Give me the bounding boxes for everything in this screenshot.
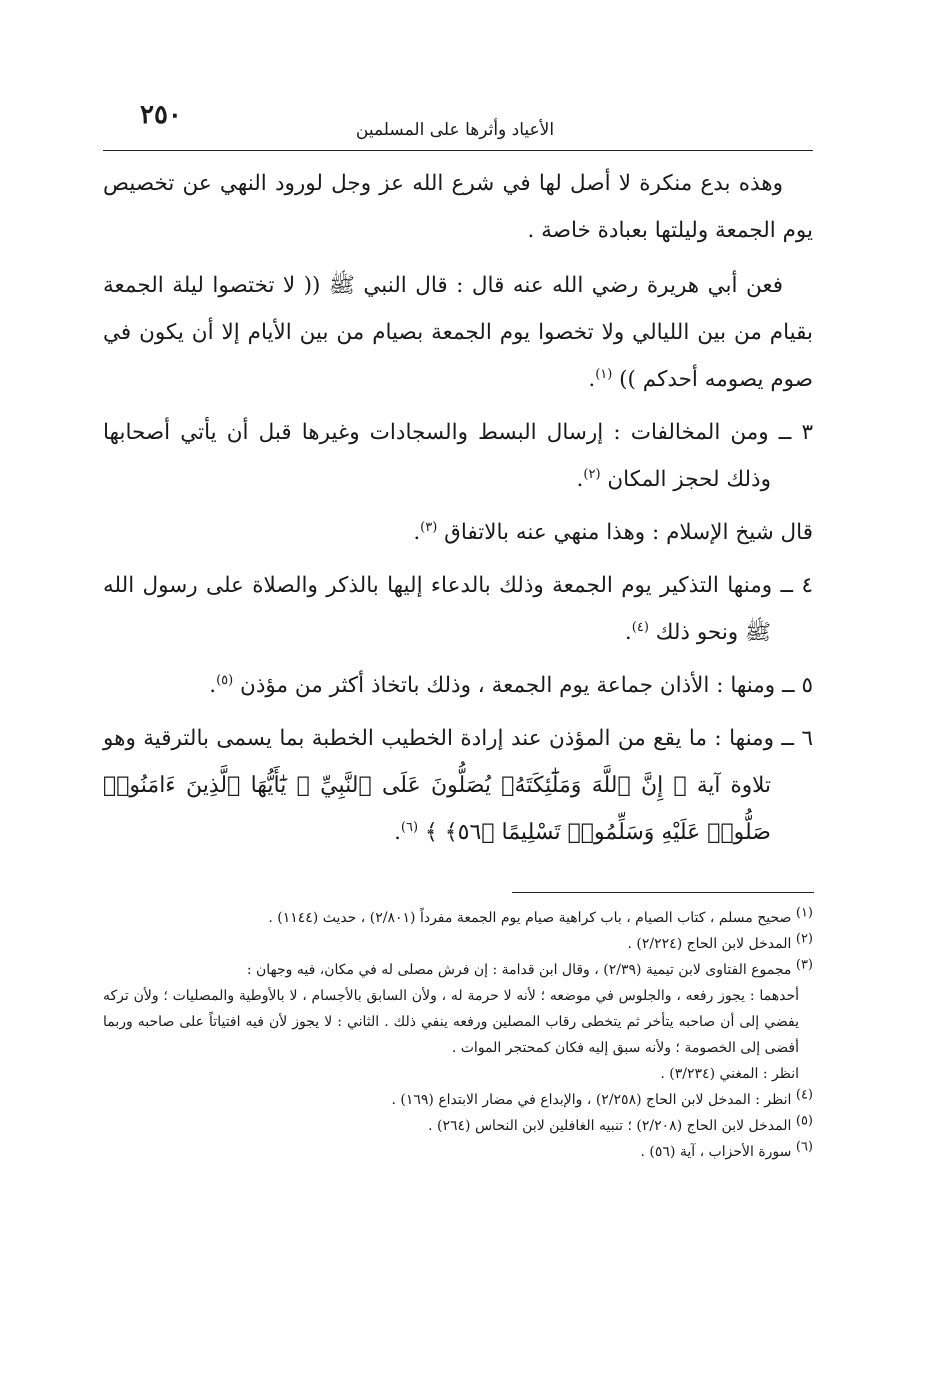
- list-item-text: ٥ ــ ومنها : الأذان جماعة يوم الجمعة ، وذلك باتخاذ أكثر من مؤذن: [240, 673, 813, 698]
- quran-verse: ﴿ إِنَّ ٱللَّهَ وَمَلَٰٓئِكَتَهُۥ يُصَلُّونَ عَلَى ٱلنَّبِيِّ ۚ يَٰٓأَيُّهَا ٱلَّذِينَ ءَامَنُوا۟ صَلُّوا۟ عَلَيْهِ وَسَلِّمُوا۟ تَسْلِيمًا ﴿٥٦﴾ ﴾: [103, 773, 771, 845]
- footnote-1: [103, 905, 813, 931]
- page-number: ٢٥٠: [140, 100, 182, 130]
- hadith-text: فعن أبي هريرة رضي الله عنه قال : قال النبي ﷺ (( لا تختصوا ليلة الجمعة بقيام من بين الليالي ولا تخصوا يوم الجمعة بصيام من بين الأيام إلا أن يكون في صوم يصومه أحدكم )): [103, 273, 813, 392]
- footnote-mark: (٤): [795, 1087, 813, 1103]
- quote-text: قال شيخ الإسلام : وهذا منهي عنه بالاتفاق: [444, 520, 813, 545]
- footnote-text: انظر : المغني (٣/٢٣٤) .: [660, 1066, 799, 1082]
- footnote-3-source: [103, 1061, 813, 1087]
- footnote-text: سورة الأحزاب ، آية (٥٦) .: [640, 1144, 792, 1160]
- footnote-4: [103, 1087, 813, 1113]
- footnote-mark: (٢): [795, 931, 813, 947]
- paragraph-text: وهذه بدع منكرة لا أصل لها في شرع الله عز وجل لورود النهي عن تخصيص يوم الجمعة وليلتها بعبادة خاصة .: [103, 171, 813, 243]
- list-item-6: ٦ ــ ومنها : ما يقع من المؤذن عند إرادة الخطيب الخطبة بما يسمى بالترقية وهو تلاوة آية ﴿ إِنَّ ٱللَّهَ وَمَلَٰٓئِكَتَهُۥ يُصَلُّونَ عَلَى ٱلنَّبِيِّ ۚ يَٰٓأَيُّهَا ٱلَّذِينَ ءَامَنُوا۟ صَلُّوا۟ عَلَيْهِ وَسَلِّمُوا۟ تَسْلِيمًا ﴿٥٦﴾ ﴾ $^{(٦)}$.: [103, 726, 813, 845]
- running-title: الأعياد وأثرها على المسلمين: [355, 120, 555, 140]
- footnote-text: مجموع الفتاوى لابن تيمية (٢/٣٩) ، وقال ابن قدامة : إن فرش مصلى له في مكان، فيه وجهان :: [246, 962, 792, 978]
- paragraph-bidaa: [103, 160, 813, 254]
- footnote-mark: (٦): [795, 1139, 813, 1155]
- footnotes: [103, 905, 813, 1165]
- list-item-3: ٣ ــ ومن المخالفات : إرسال البسط والسجادات وغيرها قبل أن يأتي أصحابها وذلك لحجز المكان $^{(٢)}$.: [103, 420, 813, 492]
- footnote-3: [103, 957, 813, 983]
- footnote-ref-3[interactable]: (٣): [420, 519, 438, 535]
- paragraph-hadith: فعن أبي هريرة رضي الله عنه قال : قال النبي ﷺ (( لا تختصوا ليلة الجمعة بقيام من بين الليالي ولا تخصوا يوم الجمعة بصيام من بين الأيام إلا أن يكون في صوم يصومه أحدكم )) $^{(١)}$.: [103, 273, 813, 392]
- list-item-text: ٦ ــ ومنها : ما يقع من المؤذن عند إرادة الخطيب الخطبة بما يسمى بالترقية وهو تلاوة آية: [103, 726, 813, 798]
- footnote-text: المدخل لابن الحاج (٢/٢٢٤) .: [627, 936, 792, 952]
- footnote-text: صحيح مسلم ، كتاب الصيام ، باب كراهية صيام يوم الجمعة مفرداً (٢/٨٠١) ، حديث (١١٤٤) .: [268, 910, 792, 926]
- list-item-5: ٥ ــ ومنها : الأذان جماعة يوم الجمعة ، وذلك باتخاذ أكثر من مؤذن $^{(٥)}$.: [209, 672, 813, 698]
- footnote-ref-2[interactable]: (٢): [583, 466, 601, 482]
- sheikh-quote: قال شيخ الإسلام : وهذا منهي عنه بالاتفاق $^{(٣)}$.: [413, 519, 813, 545]
- footnote-mark: (٥): [795, 1113, 813, 1129]
- list-item-4: ٤ ــ ومنها التذكير يوم الجمعة وذلك بالدعاء إليها بالذكر والصلاة على رسول الله ﷺ ونحو ذلك $^{(٤)}$.: [103, 573, 813, 645]
- footnote-text: انظر : المدخل لابن الحاج (٢/٢٥٨) ، والإبداع في مضار الابتداع (١٦٩) .: [391, 1092, 792, 1108]
- header-rule: [103, 150, 813, 151]
- footnote-ref-4[interactable]: (٤): [631, 619, 649, 635]
- footnote-text: المدخل لابن الحاج (٢/٢٠٨) ؛ تنبيه الغافلين لابن النحاس (٢٦٤) .: [428, 1118, 792, 1134]
- footnote-ref-1[interactable]: (١): [595, 366, 613, 382]
- list-item-text: ٤ ــ ومنها التذكير يوم الجمعة وذلك بالدعاء إليها بالذكر والصلاة على رسول الله ﷺ ونحو ذلك: [103, 573, 813, 645]
- footnote-separator: [512, 892, 814, 893]
- footnote-3-continued: [103, 983, 813, 1061]
- footnote-2: [103, 931, 813, 957]
- footnote-6: [103, 1139, 813, 1165]
- list-item-text: ٣ ــ ومن المخالفات : إرسال البسط والسجادات وغيرها قبل أن يأتي أصحابها وذلك لحجز المكان: [103, 420, 813, 492]
- main-text: [103, 160, 813, 856]
- footnote-ref-6[interactable]: (٦): [400, 819, 419, 835]
- footnote-mark: (١): [795, 905, 813, 921]
- footnote-text: أحدهما : يجوز رفعه ، والجلوس في موضعه ؛ لأنه لا حرمة له ، ولأن السابق بالأجسام ، لا بالأوطية والمصليات ؛ ولأن تركه يفضي إلى أن صاحبه يتأخر ثم يتخطى رقاب المصلين ورفعه ينفي ذلك . الثاني : لا يجوز لأن فيه افتياتاً على صاحبه وربما أفضى إلى الخصومة ؛ ولأنه سبق إليه فكان كمحتجر الموات .: [103, 988, 799, 1056]
- footnote-mark: (٣): [795, 957, 813, 973]
- footnote-5: [103, 1113, 813, 1139]
- footnote-ref-5[interactable]: (٥): [216, 672, 234, 688]
